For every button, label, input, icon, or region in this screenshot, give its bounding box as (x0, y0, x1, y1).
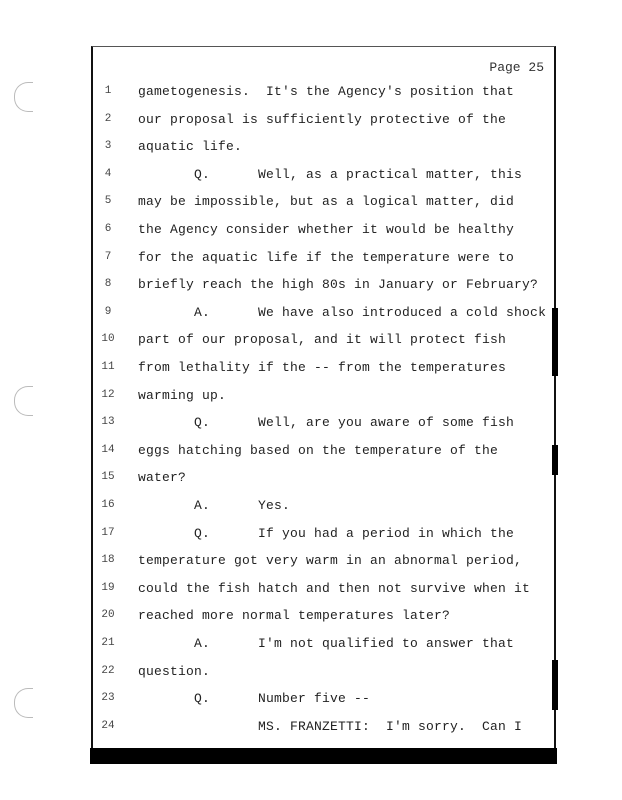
transcript-line: question. (138, 663, 211, 679)
transcript-line: A. I'm not qualified to answer that (138, 636, 515, 651)
line-number: 9 (104, 305, 112, 318)
line-number: 11 (101, 361, 115, 373)
transcript-line: aquatic life. (138, 139, 243, 155)
line-number: 7 (104, 250, 112, 263)
line-number: 3 (104, 140, 112, 153)
transcript-line: from lethality if the -- from the temperatures (138, 360, 507, 375)
transcript-line: A. We have also introduced a cold shock (138, 304, 547, 320)
line-number: 14 (101, 443, 115, 456)
line-number: 22 (101, 664, 115, 677)
transcript-line: Q. If you had a period in which the (138, 525, 515, 541)
transcript-line: could the fish hatch and then not survive when it (138, 580, 531, 596)
edge-tab-2 (552, 445, 558, 475)
line-number: 8 (104, 278, 112, 291)
transcript-line: reached more normal temperatures later? (138, 608, 451, 624)
line-number: 13 (101, 416, 115, 429)
transcript-line: temperature got very warm in an abnormal period, (138, 553, 523, 569)
transcript-line: the Agency consider whether it would be healthy (138, 222, 515, 237)
transcript-line: Q. Number five -- (138, 691, 371, 707)
transcript-line: gametogenesis. It's the Agency's position that (138, 84, 515, 99)
line-number: 20 (101, 609, 115, 622)
transcript-line: briefly reach the high 80s in January or February? (138, 277, 539, 293)
transcript-line: for the aquatic life if the temperature were to (138, 249, 515, 265)
edge-tab-3 (552, 660, 558, 710)
line-number: 16 (101, 499, 115, 511)
edge-tab-1 (552, 308, 558, 376)
line-number: 6 (104, 223, 112, 235)
transcript-line: our proposal is sufficiently protective of the (138, 111, 507, 127)
line-number: 23 (101, 692, 115, 705)
transcript-line: part of our proposal, and it will protect fish (138, 332, 507, 348)
line-number: 12 (101, 388, 115, 401)
transcript-line: Q. Well, as a practical matter, this (138, 166, 523, 182)
line-number: 19 (101, 581, 115, 594)
transcript-line: water? (138, 470, 187, 486)
line-number: 21 (101, 637, 115, 649)
line-number: 4 (104, 167, 112, 180)
binder-hole-top (14, 82, 33, 112)
transcript-line: warming up. (138, 387, 227, 403)
transcript-line: A. Yes. (138, 498, 291, 513)
transcript-line: Q. Well, are you aware of some fish (138, 415, 515, 431)
line-number: 1 (104, 85, 112, 97)
page-number: Page 25 (489, 60, 544, 75)
line-number: 24 (101, 719, 115, 732)
line-number: 5 (104, 195, 112, 208)
binder-hole-bottom (14, 688, 33, 718)
transcript-line: may be impossible, but as a logical matter, did (138, 194, 515, 210)
line-number: 2 (104, 112, 112, 125)
line-number: 18 (101, 554, 115, 567)
page-bottom-bar (90, 748, 557, 764)
line-number: 15 (101, 471, 115, 484)
line-number: 10 (101, 333, 115, 346)
transcript-line: MS. FRANZETTI: I'm sorry. Can I (138, 718, 523, 734)
line-number: 17 (101, 526, 115, 539)
transcript-line: eggs hatching based on the temperature of the (138, 442, 499, 458)
binder-hole-middle (14, 386, 33, 416)
